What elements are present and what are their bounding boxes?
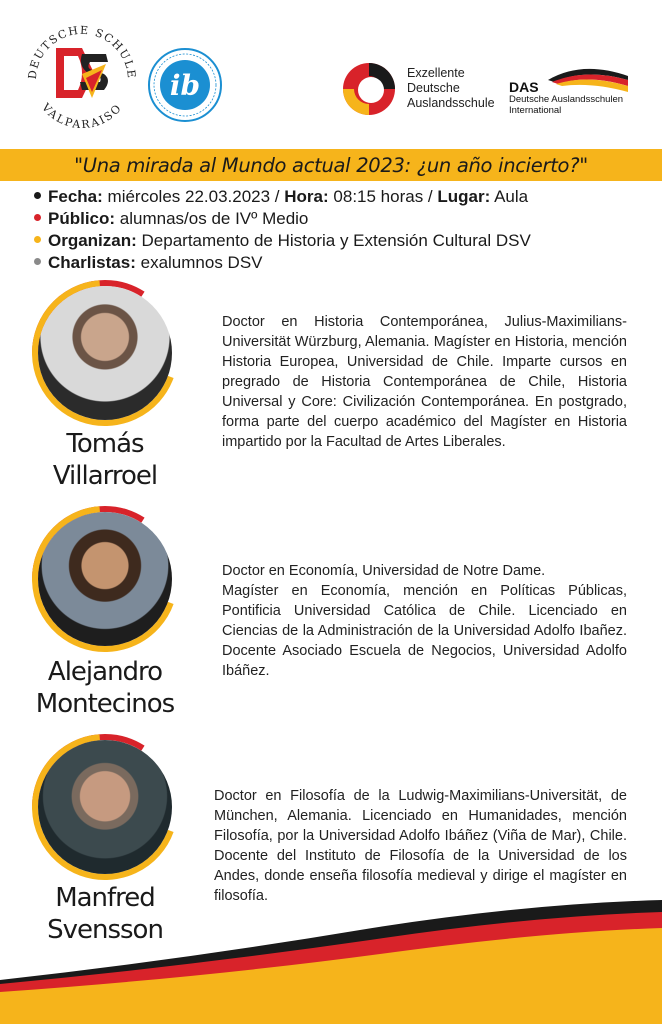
info-row-fecha (34, 186, 654, 208)
speaker-name (30, 656, 180, 720)
bottom-wave-decoration (0, 900, 662, 1024)
speaker-last-name: Villarroel (52, 461, 158, 491)
hora-label: Hora: (284, 187, 329, 206)
lugar-label: Lugar: (437, 187, 491, 206)
excellence-logo-icon (340, 60, 398, 118)
das-subtitle-1: Deutsche Auslandsschulen (509, 94, 624, 105)
organizan-value: Departamento de Historia y Extensión Cultural DSV (141, 231, 531, 250)
dsv-logo (22, 18, 142, 128)
svg-text:ib: ib (169, 69, 201, 102)
info-row-charlistas (34, 252, 654, 274)
excellence-line-2: Deutsche (407, 81, 460, 95)
ib-world-school-logo (146, 46, 224, 124)
charlistas-value: exalumnos DSV (140, 253, 263, 272)
svg-text:VALPARAISO (38, 100, 124, 128)
das-text (509, 80, 623, 116)
speaker-photo (38, 286, 172, 420)
excellence-text (407, 66, 495, 111)
speaker-bio: Doctor en Historia Contemporánea, Julius-Maximilians-Universität Würzburg, Alemania. Magíster en Historia, mención Historia Europea, Universidad de Chile. Imparte cursos en pregrado de Historia Contemporánea de Chile, Historia Universal y Core: Civilización Contemporánea. En postgrado, forma parte del cuerpo académico del Magíster en Historia impartido por la Facultad de Artes Liberales. (222, 314, 627, 450)
organizan-label: Organizan: (48, 231, 137, 250)
fecha-label: Fecha: (48, 187, 103, 206)
fecha-value: miércoles 22.03.2023 / (107, 187, 280, 206)
bullet-icon (34, 192, 41, 199)
dsv-top-text: DEUTSCHE SCHULE (25, 23, 139, 80)
lugar-value: Aula (494, 187, 529, 206)
excellence-line-1: Exzellente (407, 66, 465, 80)
speaker-last-name: Montecinos (35, 689, 175, 719)
speaker-bio: Doctor en Filosofía de la Ludwig-Maximilians-Universität, de München, Alemania. Licenciado en Humanidades, mención Filosofía, por la Universidad Adolfo Ibáñez (Viña de Mar), Chile. Docente del Instituto de Filosofía de la Universidad de los Andes, donde enseña filosofía medieval y dirige el magíster en filosofía. (214, 788, 627, 904)
excellence-line-3: Auslandsschule (407, 96, 495, 110)
publico-label: Público: (48, 209, 116, 228)
charlistas-label: Charlistas: (48, 253, 136, 272)
banner-title: "Una mirada al Mundo actual 2023: ¿un año incierto?" (74, 153, 588, 177)
bullet-icon (34, 258, 41, 265)
speaker-bio-line-1: Doctor en Economía, Universidad de Notre Dame. (222, 563, 546, 579)
speaker-bio (222, 561, 627, 681)
speaker-photo (38, 740, 172, 874)
speaker-first-name: Tomás (66, 429, 144, 459)
das-subtitle-2: International (509, 105, 562, 116)
dsv-bottom-text: VALPARAISO (39, 100, 125, 128)
speaker-first-name: Manfred (55, 883, 155, 913)
speaker-name (30, 428, 180, 492)
event-info (34, 186, 654, 274)
info-row-organizan (34, 230, 654, 252)
das-title: DAS (509, 79, 539, 95)
speaker-bio-rest: Magíster en Economía, mención en Políticas Públicas, Pontificia Universidad Católica de Chile. Licenciado en Ciencias de la Administración de la Universidad Adolfo Ibañez. Docente Asociado Escuela de Negocios, Universidad Adolfo Ibáñez. (222, 583, 627, 679)
dsv-emblem-icon (56, 48, 108, 98)
bullet-icon (34, 236, 41, 243)
hora-value: 08:15 horas / (333, 187, 433, 206)
bullet-icon (34, 214, 41, 221)
publico-value: alumnas/os de IVº Medio (119, 209, 309, 228)
speaker-photo (38, 512, 172, 646)
speaker-first-name: Alejandro (47, 657, 163, 687)
info-row-publico (34, 208, 654, 230)
speaker-last-name: Svensson (47, 915, 163, 945)
title-banner (0, 149, 662, 181)
